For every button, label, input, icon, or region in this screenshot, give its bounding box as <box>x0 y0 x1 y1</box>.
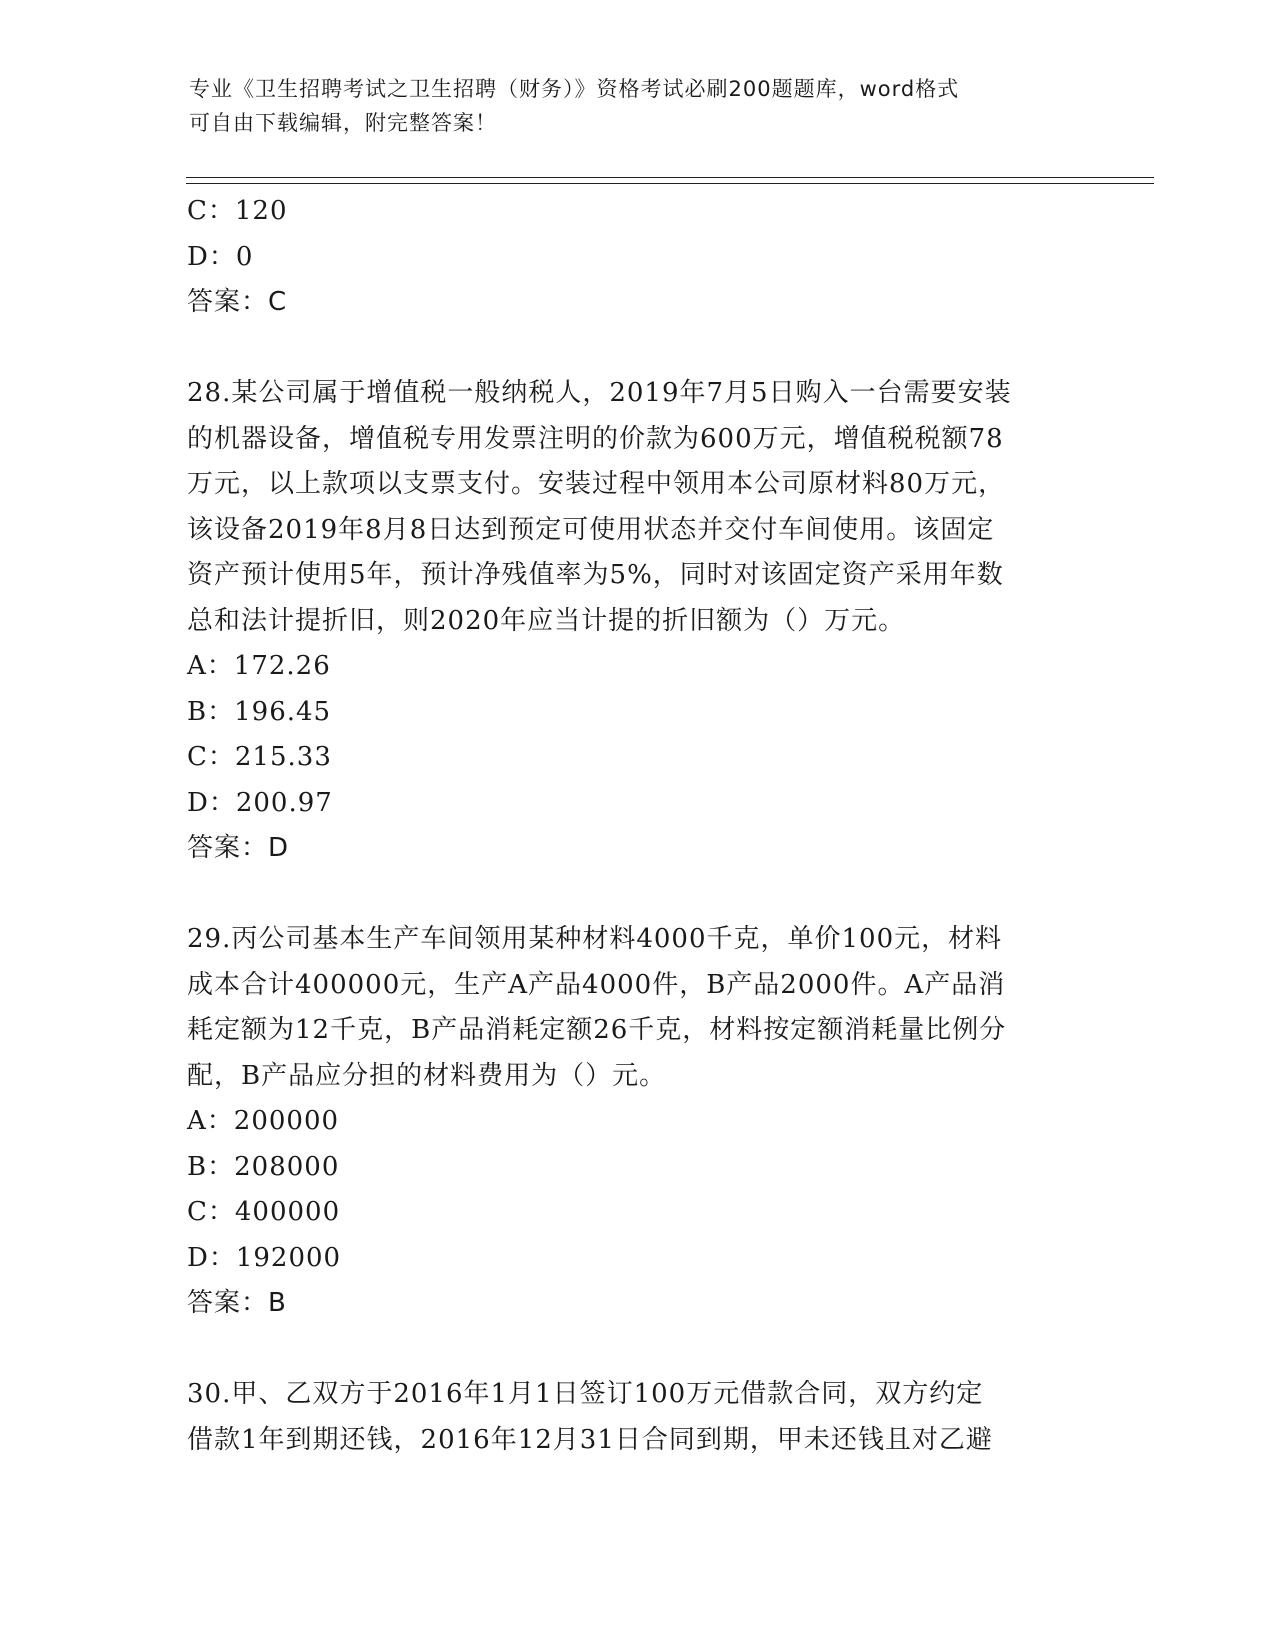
answer-line: 答案：C <box>187 287 288 317</box>
question-28 <box>187 371 1087 872</box>
option-a: A：172.26 <box>187 651 331 681</box>
question-spacer <box>187 872 1087 918</box>
document-body <box>187 189 1087 1463</box>
option-c: C：120 <box>187 196 288 226</box>
question-spacer <box>187 1327 1087 1373</box>
answer-line: 答案：D <box>187 833 290 863</box>
question-text-line: 资产预计使用5年，预计净残值率为5%，同时对该固定资产采用年数 <box>187 560 1004 590</box>
option-d: D：200.97 <box>187 787 333 818</box>
question-text-line: 万元，以上款项以支票支付。安装过程中领用本公司原材料80万元， <box>187 469 1006 499</box>
question-text-line: 29.丙公司基本生产车间领用某种材料4000千克，单价100元，材料 <box>187 924 1003 954</box>
question-text-line: 该设备2019年8月8日达到预定可使用状态并交付车间使用。该固定 <box>187 514 995 545</box>
question-text-line: 30.甲、乙双方于2016年1月1日签订100万元借款合同，双方约定 <box>187 1379 984 1409</box>
question-30 <box>187 1372 1087 1463</box>
header-title-line-2: 可自由下载编辑，附完整答案！ <box>189 111 497 135</box>
question-text-line: 28.某公司属于增值税一般纳税人，2019年7月5日购入一台需要安装 <box>187 378 1012 408</box>
question-text-line: 借款1年到期还钱，2016年12月31日合同到期，甲未还钱且对乙避 <box>187 1424 993 1455</box>
answer-line: 答案：B <box>187 1288 287 1318</box>
question-text-line: 总和法计提折旧，则2020年应当计提的折旧额为（）万元。 <box>187 605 906 636</box>
question-spacer <box>187 326 1087 372</box>
question-text-line: 的机器设备，增值税专用发票注明的价款为600万元，增值税税额78 <box>187 423 1004 454</box>
question-27-continued <box>187 189 1087 326</box>
option-b: B：196.45 <box>187 696 332 727</box>
question-text-line: 成本合计400000元，生产A产品4000件，B产品2000件。A产品消 <box>187 969 1006 1000</box>
question-text-line: 耗定额为12千克，B产品消耗定额26千克，材料按定额消耗量比例分 <box>187 1015 1007 1045</box>
question-text-line: 配，B产品应分担的材料费用为（）元。 <box>187 1060 667 1091</box>
header-title-line-1: 专业《卫生招聘考试之卫生招聘（财务）》资格考试必刷200题题库，word格式 <box>189 77 960 101</box>
option-d: D：192000 <box>187 1242 342 1273</box>
option-b: B：208000 <box>187 1151 340 1182</box>
header-divider-top <box>186 177 1154 178</box>
question-29 <box>187 917 1087 1327</box>
option-c: C：215.33 <box>187 742 332 772</box>
option-d: D：0 <box>187 241 254 272</box>
option-a: A：200000 <box>187 1106 340 1136</box>
header-divider-bottom <box>186 183 1154 184</box>
document-header <box>189 72 1069 140</box>
option-c: C：400000 <box>187 1197 341 1227</box>
